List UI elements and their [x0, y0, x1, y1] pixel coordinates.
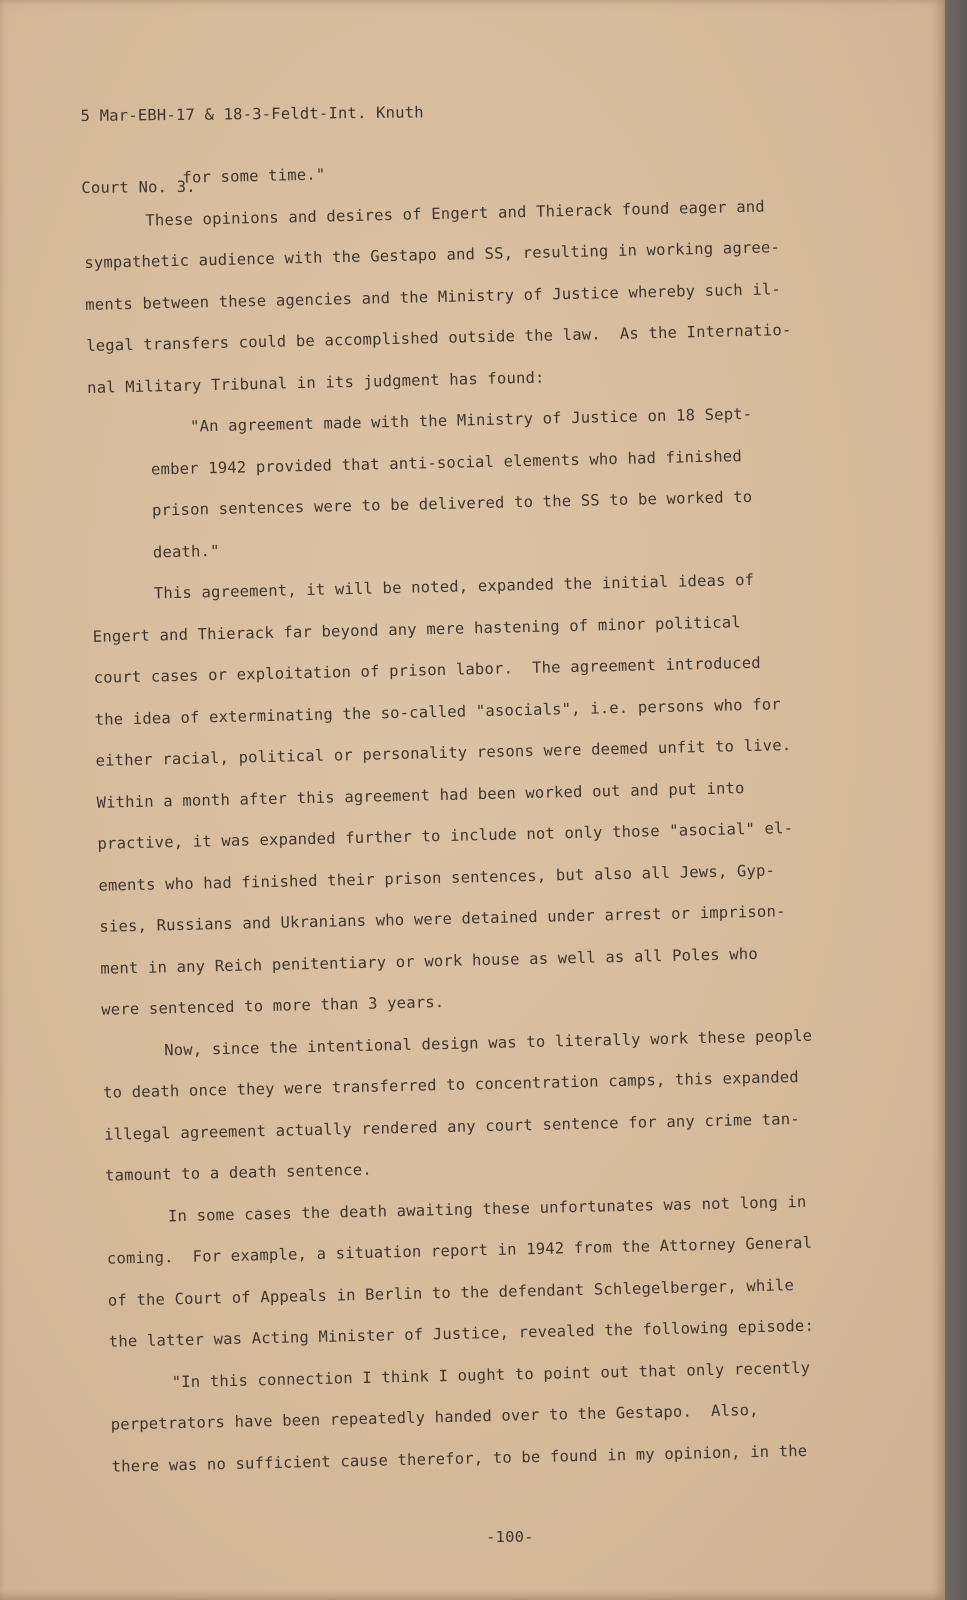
text-line: to death once they were transferred to concentration camps, this expanded	[102, 1067, 800, 1102]
text-line: In some cases the death awaiting these unfortunates was not long in	[167, 1192, 807, 1225]
text-line: perpetrators have been repeatedly handed over to the Gestapo. Also,	[110, 1400, 759, 1434]
quote-line: prison sentences were to be delivered to the SS to be worked to	[151, 487, 753, 520]
page-edge	[945, 0, 967, 1600]
text-line: practive, it was expanded further to include not only those "asocial" el-	[97, 819, 794, 853]
text-line: Now, since the intentional design was to literally work these people	[164, 1026, 813, 1059]
text-line: tamount to a death sentence.	[104, 1160, 373, 1185]
quote-line: death."	[152, 541, 220, 561]
text-line: sympathetic audience with the Gestapo and SS, resulting in working agree-	[84, 238, 781, 272]
text-line: the idea of exterminating the so-called "asocials", i.e. persons who for	[94, 694, 782, 729]
text-line: ment in any Reich penitentiary or work house as well as all Poles who	[100, 944, 759, 978]
text-line: Within a month after this agreement had been worked out and put into	[96, 778, 745, 812]
text-line: This agreement, it will be noted, expanded the initial ideas of	[153, 570, 755, 603]
text-line: court cases or exploitation of prison labor. The agreement introduced	[93, 653, 762, 687]
text-line: there was no sufficient cause therefor, to be found in my opinion, in the	[111, 1441, 808, 1476]
text-line: ments between these agencies and the Ministry of Justice whereby such il-	[85, 279, 782, 314]
text-line: either racial, political or personality resons were deemed unfit to live.	[95, 736, 792, 770]
text-line: sies, Russians and Ukranians who were detained under arrest or imprison-	[99, 902, 786, 936]
quote-line: ember 1942 provided that anti-social elements who had finished	[150, 446, 743, 479]
text-line: of the Court of Appeals in Berlin to the defendant Schlegelberger, while	[107, 1275, 795, 1310]
text-line: were sentenced to more than 3 years.	[101, 992, 445, 1019]
text-line: legal transfers could be accomplished outside the law. As the Internatio-	[86, 320, 792, 355]
text-line: ements who had finished their prison sentences, but also all Jews, Gyp-	[98, 860, 776, 895]
text-line: nal Military Tribunal in its judgment has found:	[86, 368, 545, 397]
document-body	[82, 142, 892, 1487]
header-court: Court No. 3.	[81, 177, 196, 197]
text-line: the latter was Acting Minister of Justice, revealed the following episode:	[108, 1316, 815, 1351]
page-number: -100-	[486, 1528, 534, 1546]
quote-line: "An agreement made with the Ministry of Justice on 18 Sept-	[189, 404, 753, 436]
text-line: These opinions and desires of Engert and Thierack found eager and	[145, 197, 766, 230]
header-reference: 5 Mar-EBH-17 & 18-3-Feldt-Int. Knuth	[80, 103, 424, 125]
text-line: illegal agreement actually rendered any court sentence for any crime tan-	[103, 1109, 800, 1144]
text-line: for some time."	[182, 165, 326, 187]
quote-line: "In this connection I think I ought to point out that only recently	[171, 1358, 811, 1391]
text-line: coming. For example, a situation report in 1942 from the Attorney General	[106, 1233, 813, 1268]
text-line: Engert and Thierack far beyond any mere hastening of minor political	[92, 612, 742, 646]
